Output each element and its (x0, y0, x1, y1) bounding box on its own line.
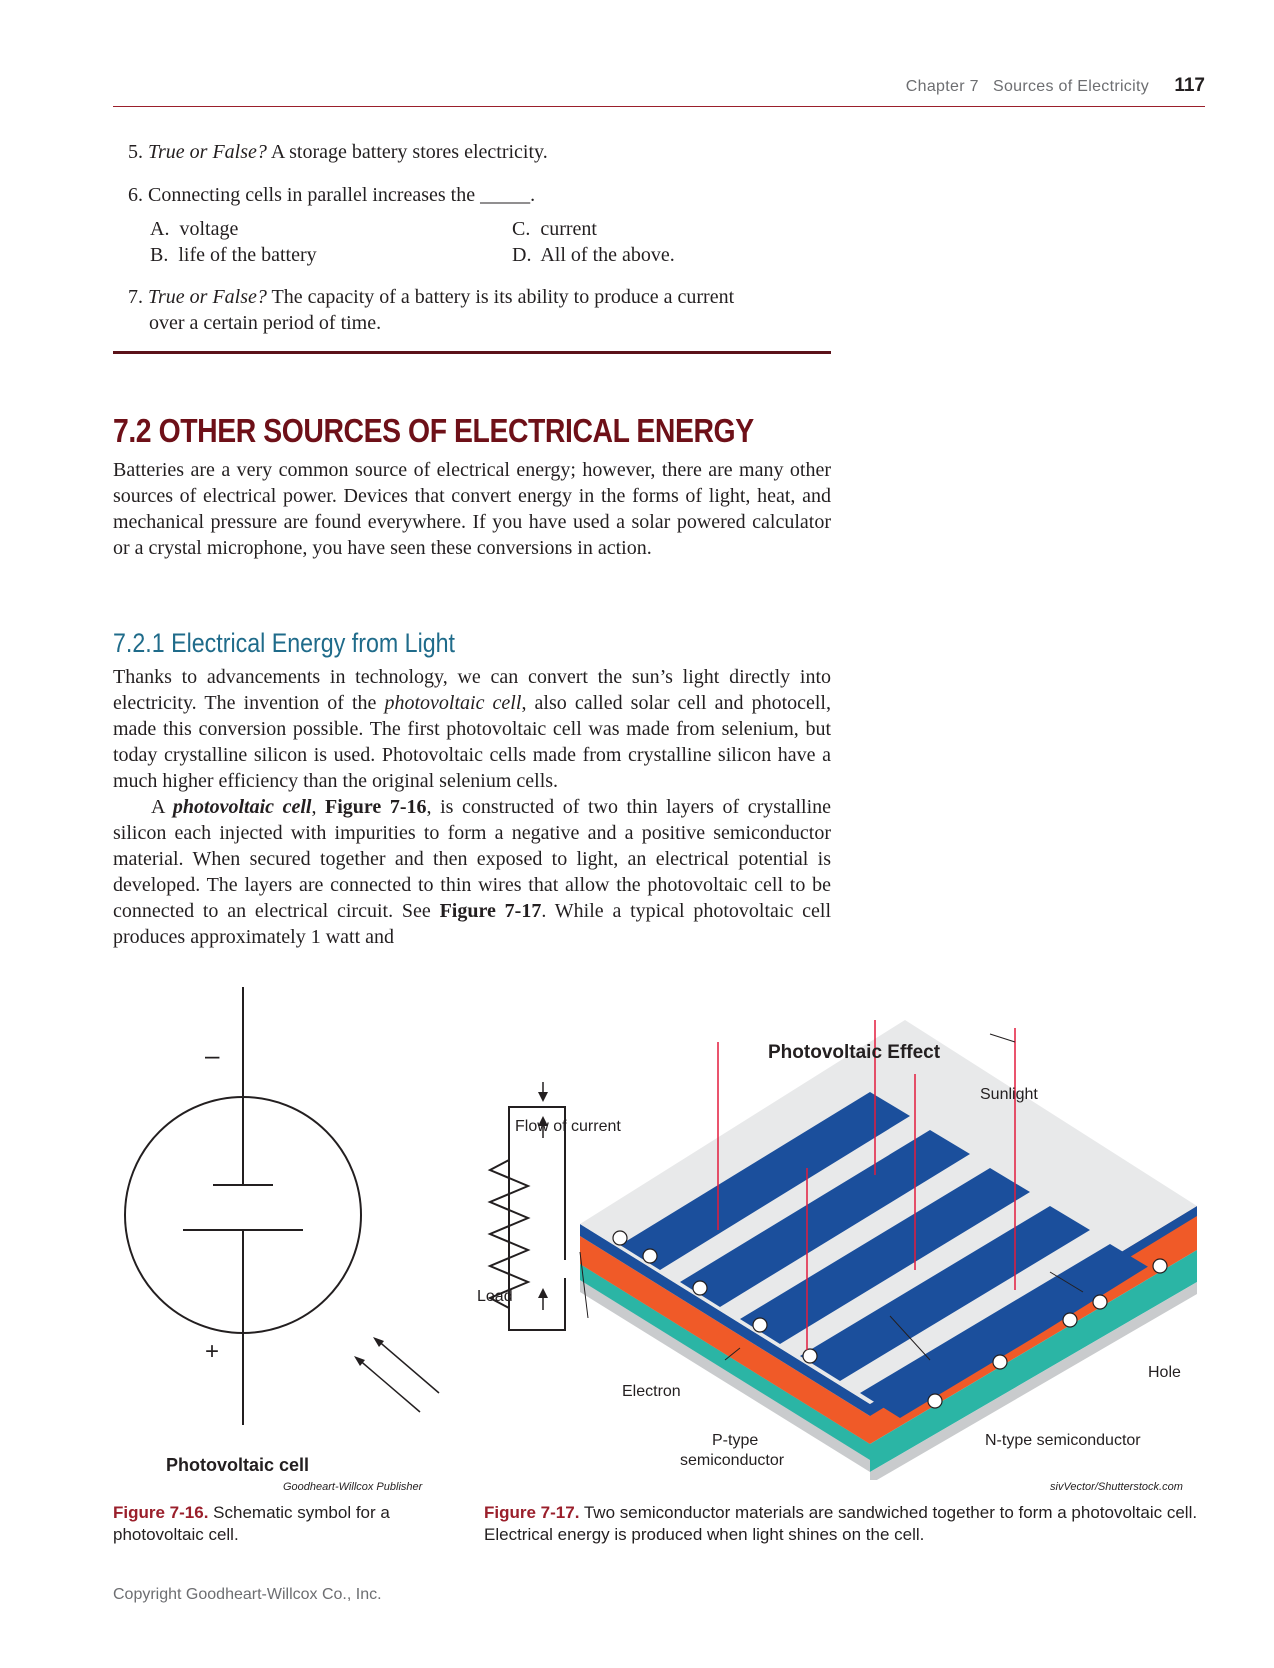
figure-16-caption: Figure 7-16. Schematic symbol for a photovoltaic cell. (113, 1503, 390, 1544)
subsection-title: 7.2.1 Electrical Energy from Light (113, 628, 456, 658)
subsection-body: Thanks to advancements in technology, we can convert the sun’s light directly into electricity. The invention of the photovoltaic cell, also called solar cell and photocell, made this conversion possible. The first photovoltaic cell was made from selenium, but today crystalline silicon is used. Photovoltaic cells made from crystalline silicon have a much higher efficiency than the original selenium cells. A photovoltaic cell, Figure 7-16, is constructed of two thin layers of crystalline silicon each injected with impurities to form a negative and a positive semiconductor material. When secured together and then exposed to light, an electrical potential is developed. The layers are connected to thin wires that allow the photovoltaic cell to be connected to an electrical circuit. See Figure 7-17. While a typical photovoltaic cell produces approximately 1 watt and (113, 666, 832, 948)
figure-7-16-symbol (113, 985, 473, 1455)
figure-17-caption: Figure 7-17. Two semiconductor materials are sandwiched together to form a photovoltaic cell. Electrical energy is produced when light shines on the cell. (484, 1503, 1198, 1544)
question-7: 7. True or False? The capacity of a battery is its ability to produce a current over a certain period of time. (128, 286, 735, 334)
section-title: 7.2 OTHER SOURCES OF ELECTRICAL ENERGY (113, 412, 754, 449)
minus-sign: – (205, 1040, 220, 1070)
sunlight-label: Sunlight (980, 1086, 1038, 1103)
p-type-semiconductor-label: semiconductor (680, 1452, 785, 1469)
figure-17-credit: sivVector/Shutterstock.com (1050, 1481, 1183, 1493)
option-a: A. voltage (150, 218, 239, 240)
option-c: C. current (512, 218, 597, 240)
load-label: Load (477, 1288, 513, 1305)
option-b: B. life of the battery (150, 244, 317, 266)
option-d: D. All of the above. (512, 244, 675, 266)
figure-16-credit: Goodheart-Willcox Publisher (283, 1481, 423, 1493)
page-number: 117 (1174, 75, 1205, 96)
copyright-footer: Copyright Goodheart-Willcox Co., Inc. (113, 1586, 382, 1603)
header-chapter: Chapter 7 Sources of Electricity (905, 78, 1149, 95)
hole-label: Hole (1148, 1364, 1181, 1381)
running-header (113, 75, 1205, 107)
question-6: 6. Connecting cells in parallel increases the _____. (128, 184, 536, 206)
p-type-label: P-type (712, 1432, 759, 1449)
photovoltaic-effect-title: Photovoltaic Effect (768, 1042, 941, 1063)
figure-7-17-illustration (470, 1020, 1210, 1480)
section-divider (113, 351, 831, 354)
photovoltaic-cell-label: Photovoltaic cell (166, 1455, 310, 1475)
question-5: 5. True or False? A storage battery stores electricity. (128, 141, 548, 163)
flow-of-current-label: Flow of current (515, 1118, 621, 1135)
electron-label: Electron (622, 1383, 681, 1400)
n-type-label: N-type semiconductor (985, 1432, 1141, 1449)
section-intro: Batteries are a very common source of electrical energy; however, there are many other sources of electrical power. Devices that convert energy in the forms of light, heat, and mechanical pressure are found everywhere. If you have used a solar powered calculator or a crystal microphone, you have seen these conversions in action. (113, 459, 831, 559)
plus-sign: + (205, 1338, 220, 1365)
